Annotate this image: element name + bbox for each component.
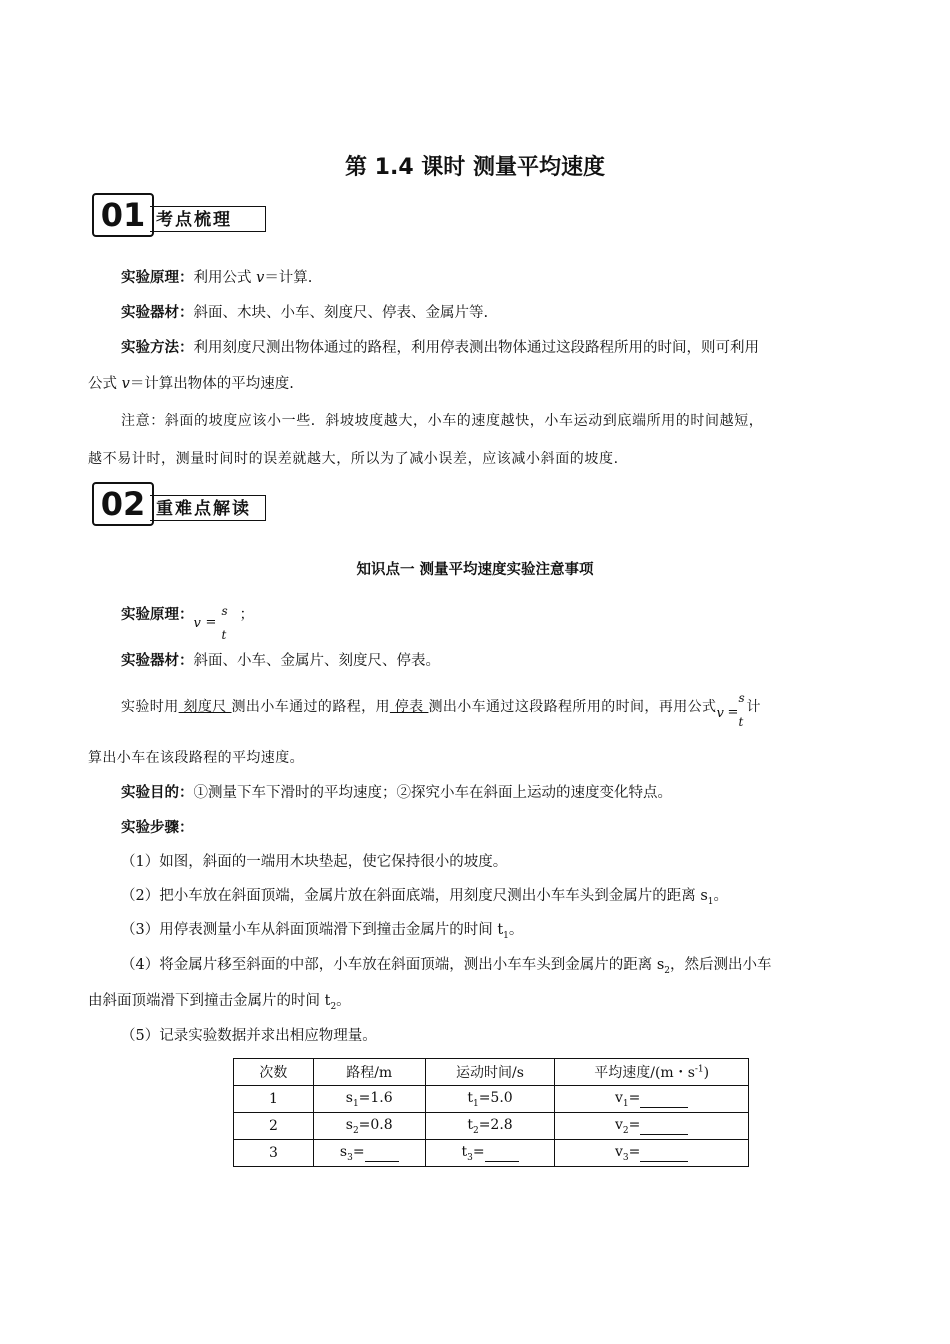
note-line-1: 注意：斜面的坡度应该小一些．斜坡坡度越大，小车的速度越快，小车运动到底端所用的时间越短，	[121, 413, 764, 429]
principle-label: 实验原理：	[121, 270, 194, 286]
principle-label: 实验原理：	[121, 607, 194, 623]
cell-t-val: =	[472, 1143, 485, 1160]
cell-count: 2	[234, 1113, 314, 1140]
step-3-end: 。	[508, 922, 524, 938]
fill-text-c: 测出小车通过这段路程所用的时间，再用公式	[428, 699, 717, 715]
cell-v-val: =	[628, 1089, 641, 1106]
cell-t-val: =2.8	[478, 1116, 513, 1133]
cell-time	[425, 1086, 555, 1113]
step-4-text-end: ，然后测出小车	[670, 957, 772, 973]
cell-s: s	[345, 1089, 353, 1106]
fill-in-line-2: 算出小车在该段路程的平均速度。	[88, 750, 304, 766]
cell-v: v	[614, 1116, 623, 1133]
method-line	[121, 338, 759, 358]
equipment-text: 斜面、木块、小车、刻度尺、停表、金属片等.	[193, 305, 489, 321]
cell-time	[425, 1140, 555, 1167]
formula-eq: =	[205, 615, 217, 630]
method-label: 实验方法：	[121, 340, 194, 356]
header-count: 次数	[234, 1059, 314, 1086]
velocity-formula-inline	[716, 690, 746, 729]
step-4-line-2-subscript: 2	[330, 1001, 337, 1012]
cell-count: 1	[234, 1086, 314, 1113]
method-text: 利用刻度尺测出物体通过的路程，利用停表测出物体通过这段路程所用的时间，则可利用	[193, 340, 759, 356]
answer-blank[interactable]	[640, 1093, 688, 1108]
formula-v: v	[193, 616, 201, 631]
method-text-2b: ＝计算出物体的平均速度.	[129, 376, 294, 392]
section-number: 02	[92, 482, 154, 526]
step-3-subscript: 1	[503, 930, 509, 941]
purpose-text: ①测量下车下滑时的平均速度；②探究小车在斜面上运动的速度变化特点。	[193, 785, 672, 801]
cell-v-sub: 1	[622, 1098, 629, 1109]
step-3-text: （3）用停表测量小车从斜面顶端滑下到撞击金属片的时间 t	[121, 922, 504, 938]
header-speed-exponent: -1	[694, 1064, 704, 1075]
cell-v: v	[614, 1089, 623, 1106]
equipment-text: 斜面、小车、金属片、刻度尺、停表。	[193, 653, 440, 669]
fill-in-line	[121, 690, 761, 729]
equipment-label: 实验器材：	[121, 305, 194, 321]
equipment-label: 实验器材：	[121, 653, 194, 669]
cell-speed	[555, 1140, 749, 1167]
cell-s-sub: 1	[352, 1098, 359, 1109]
section-number: 01	[92, 193, 154, 237]
principle-text: 利用公式	[193, 270, 257, 286]
header-speed	[555, 1059, 749, 1086]
velocity-symbol: v	[121, 376, 130, 392]
table-header-row	[234, 1059, 749, 1086]
method-text-2a: 公式	[88, 376, 122, 392]
answer-stopwatch: 停表	[389, 699, 429, 715]
table-row	[234, 1113, 749, 1140]
header-speed-close: )	[703, 1065, 710, 1081]
fill-text-a: 实验时用	[121, 699, 179, 715]
header-distance: 路程/m	[313, 1059, 425, 1086]
cell-speed	[555, 1086, 749, 1113]
cell-t: t	[467, 1089, 473, 1106]
purpose-line	[121, 783, 672, 803]
section-label: 重难点解读	[150, 495, 266, 521]
equipment-line	[121, 303, 488, 323]
header-speed-text: 平均速度/(m・s	[594, 1065, 695, 1081]
formula-eq: =	[727, 705, 739, 720]
cell-v-sub: 2	[622, 1125, 629, 1136]
step-4-text: （4）将金属片移至斜面的中部，小车放在斜面顶端，测出小车车头到金属片的距离 s	[121, 957, 665, 973]
steps-label	[121, 818, 194, 838]
cell-speed	[555, 1113, 749, 1140]
step-4-line-2	[88, 991, 351, 1017]
principle-end: ；	[239, 607, 254, 623]
steps-label-text: 实验步骤：	[121, 820, 194, 836]
formula-t: t	[738, 715, 744, 729]
header-time: 运动时间/s	[425, 1059, 555, 1086]
cell-distance	[313, 1140, 425, 1167]
cell-s-sub: 2	[352, 1125, 359, 1136]
step-4	[121, 955, 772, 981]
velocity-symbol: v	[256, 270, 265, 286]
method-line-2	[88, 374, 294, 394]
step-2	[121, 886, 728, 912]
answer-blank[interactable]	[640, 1147, 688, 1162]
cell-t-sub: 3	[467, 1152, 473, 1163]
step-1: （1）如图，斜面的一端用木块垫起，使它保持很小的坡度。	[121, 854, 508, 870]
knowledge-point-title: 知识点一 测量平均速度实验注意事项	[356, 562, 594, 578]
cell-time	[425, 1113, 555, 1140]
cell-s: s	[345, 1116, 353, 1133]
data-table	[233, 1058, 749, 1167]
answer-blank[interactable]	[485, 1147, 519, 1162]
cell-s-val: =	[352, 1143, 365, 1160]
table-row	[234, 1140, 749, 1167]
section-label: 考点梳理	[150, 206, 266, 232]
table-row	[234, 1086, 749, 1113]
principle-text-end: ＝计算.	[264, 270, 313, 286]
cell-v: v	[614, 1143, 623, 1160]
formula-s: s	[221, 604, 228, 618]
answer-blank[interactable]	[365, 1147, 399, 1162]
formula-s: s	[738, 691, 745, 705]
fill-text-d: 计	[746, 699, 761, 715]
cell-count: 3	[234, 1140, 314, 1167]
cell-distance	[313, 1086, 425, 1113]
note-line-2: 越不易计时，测量时间时的误差就越大，所以为了减小误差，应该减小斜面的坡度.	[88, 451, 619, 467]
cell-t: t	[467, 1116, 473, 1133]
fill-text-b: 测出小车通过的路程，用	[231, 699, 390, 715]
answer-blank[interactable]	[640, 1120, 688, 1135]
step-2-text: （2）把小车放在斜面顶端，金属片放在斜面底端，用刻度尺测出小车车头到金属片的距离 s	[121, 888, 708, 904]
equipment-line-2	[121, 651, 440, 671]
cell-v-sub: 3	[622, 1152, 629, 1163]
velocity-formula	[193, 598, 240, 642]
cell-s-val: =0.8	[358, 1116, 393, 1133]
step-4-line-2-text: 由斜面顶端滑下到撞击金属片的时间 t	[88, 993, 331, 1009]
step-2-subscript: 1	[707, 896, 714, 907]
formula-t: t	[221, 628, 227, 642]
cell-v-val: =	[628, 1143, 641, 1160]
step-4-subscript: 2	[664, 965, 671, 976]
principle-formula-line	[121, 598, 254, 642]
step-2-end: 。	[713, 888, 729, 904]
cell-t: t	[461, 1143, 468, 1160]
cell-t-sub: 1	[472, 1098, 479, 1109]
cell-v-val: =	[628, 1116, 641, 1133]
step-5: （5）记录实验数据并求出相应物理量。	[121, 1028, 377, 1044]
cell-s-val: =1.6	[358, 1089, 393, 1106]
formula-v: v	[716, 706, 725, 721]
cell-s: s	[339, 1143, 348, 1160]
answer-ruler: 刻度尺	[178, 699, 232, 715]
cell-t-sub: 2	[472, 1125, 479, 1136]
page-title: 第 1.4 课时 测量平均速度	[345, 155, 605, 180]
cell-distance	[313, 1113, 425, 1140]
purpose-label: 实验目的：	[121, 785, 194, 801]
principle-line	[121, 268, 312, 288]
step-3	[121, 920, 523, 946]
step-4-line-2-end: 。	[336, 993, 351, 1009]
cell-s-sub: 3	[347, 1152, 353, 1163]
cell-t-val: =5.0	[478, 1089, 513, 1106]
